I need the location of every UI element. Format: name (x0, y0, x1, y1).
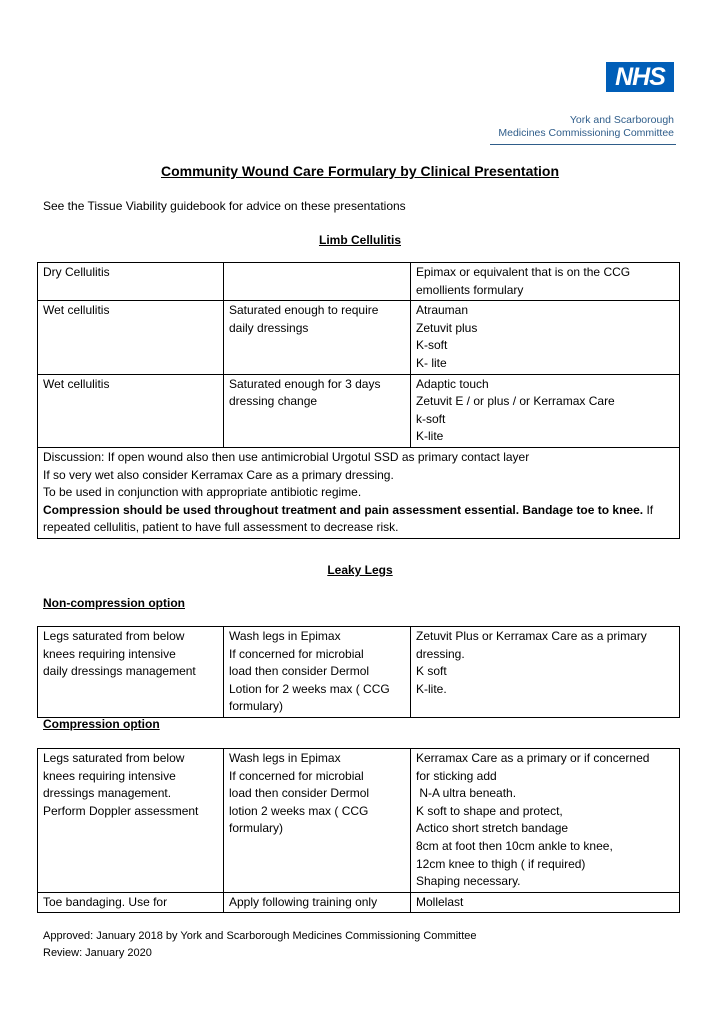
cell-text: lotion 2 weeks max ( CCG (229, 803, 369, 818)
cell-text: load then consider Dermol (229, 786, 370, 801)
cell-text: Wash legs in Epimax (229, 751, 341, 765)
cell-text: K- lite (416, 355, 447, 370)
cell-text: Adaptic touch (416, 376, 489, 391)
cell-text: K soft to shape and protect, (416, 803, 563, 818)
compression-note-tail: If repeated cellulitis, patient to have full assessment to decrease risk. (43, 502, 654, 535)
footer (43, 928, 477, 962)
discussion-line: If so very wet also consider Kerramax Care as a primary dressing. (43, 467, 394, 482)
cell-text: Shaping necessary. (416, 874, 521, 889)
leaky-legs-heading: Leaky Legs (327, 563, 393, 577)
products-cell (411, 627, 680, 718)
cell-text: If concerned for microbial (229, 646, 364, 661)
cell-text: Wet cellulitis (43, 376, 110, 391)
header-divider (490, 144, 676, 145)
cell-text: Toe bandaging. Use for (43, 894, 168, 909)
non-compression-table (37, 626, 680, 718)
cell-text: formulary) (229, 699, 284, 714)
cell-text: daily dressings (229, 320, 309, 335)
condition-cell (224, 892, 411, 913)
cell-text: Epimax or equivalent that is on the CCG (416, 265, 631, 279)
non-compression-heading: Non-compression option (43, 596, 185, 610)
presentation-cell (38, 749, 224, 893)
cell-text: dressing. (416, 646, 465, 661)
limb-cellulitis-heading: Limb Cellulitis (318, 233, 401, 247)
cell-text: dressings management. (43, 786, 172, 801)
cell-text: N-A ultra beneath. (416, 786, 517, 801)
products-cell (411, 374, 680, 447)
condition-cell (224, 301, 411, 374)
cell-text: Lotion for 2 weeks max ( CCG (229, 681, 390, 696)
compression-table (37, 748, 680, 913)
cell-text: Zetuvit E / or plus / or Kerramax Care (416, 394, 615, 409)
table-row (38, 749, 680, 893)
cell-text: knees requiring intensive (43, 768, 176, 783)
products-cell (411, 263, 680, 301)
cell-text: Actico short stretch bandage (416, 821, 569, 836)
approved-text: Approved: January 2018 by York and Scarborough Medicines Commissioning Committee (43, 930, 477, 942)
cell-text: Saturated enough for 3 days (229, 376, 381, 391)
cell-text: 12cm knee to thigh ( if required) (416, 856, 586, 871)
review-text: Review: January 2020 (43, 947, 152, 959)
cell-text: If concerned for microbial (229, 768, 364, 783)
cell-text: Atrauman (416, 303, 469, 318)
products-cell (411, 892, 680, 913)
table-row (38, 301, 680, 374)
table-row (38, 892, 680, 913)
products-cell (411, 749, 680, 893)
condition-cell (224, 627, 411, 718)
intro-text: See the Tissue Viability guidebook for advice on these presentations (43, 199, 406, 213)
cell-text: for sticking add (416, 768, 497, 783)
compression-note-bold: Compression should be used throughout treatment and pain assessment essential. Bandage toe to knee. (43, 502, 644, 517)
cell-text: K-lite (416, 429, 444, 444)
discussion-row (38, 447, 680, 538)
presentation-cell (38, 263, 224, 301)
cell-text: Zetuvit plus (416, 320, 478, 335)
cell-text: Legs saturated from below (43, 629, 185, 643)
condition-cell (224, 749, 411, 893)
organisation-name (498, 114, 674, 140)
cell-text: k-soft (416, 411, 446, 426)
cell-text: K soft (416, 664, 447, 679)
cell-text: Saturated enough to require (229, 303, 379, 318)
page-title: Community Wound Care Formulary by Clinical Presentation (160, 163, 560, 179)
presentation-cell (38, 892, 224, 913)
discussion-line: To be used in conjunction with appropriate antibiotic regime. (43, 485, 362, 500)
products-cell (411, 301, 680, 374)
discussion-line: Discussion: If open wound also then use antimicrobial Urgotul SSD as primary contact layer (43, 449, 530, 464)
condition-cell (224, 374, 411, 447)
discussion-cell (38, 447, 680, 538)
cell-text: K-soft (416, 338, 448, 353)
table-row (38, 627, 680, 718)
table-row (38, 374, 680, 447)
cell-text: load then consider Dermol (229, 664, 370, 679)
cell-text: Zetuvit Plus or Kerramax Care as a primary (416, 629, 647, 643)
cell-text: dressing change (229, 394, 318, 409)
cell-text: Apply following training only (229, 894, 378, 909)
org-line-1: York and Scarborough (569, 114, 674, 126)
table-row (38, 263, 680, 301)
presentation-cell (38, 374, 224, 447)
presentation-cell (38, 301, 224, 374)
cell-text: Wet cellulitis (43, 303, 110, 318)
cell-text: Legs saturated from below (43, 751, 185, 765)
cell-text: emollients formulary (416, 282, 524, 297)
cell-text: daily dressings management (43, 664, 196, 679)
cell-text: Kerramax Care as a primary or if concerned (416, 751, 650, 765)
cell-text: Wash legs in Epimax (229, 629, 341, 643)
compression-heading: Compression option (43, 717, 160, 731)
compression-note (43, 503, 653, 535)
nhs-logo: NHS (606, 62, 674, 92)
cell-text: Perform Doppler assessment (43, 803, 199, 818)
cell-text: formulary) (229, 821, 284, 836)
cell-text: Mollelast (416, 894, 464, 909)
presentation-cell (38, 627, 224, 718)
limb-cellulitis-table (37, 262, 680, 539)
cell-text: Dry Cellulitis (43, 265, 110, 279)
org-line-2: Medicines Commissioning Committee (498, 127, 674, 139)
condition-cell (224, 263, 411, 301)
cell-text: 8cm at foot then 10cm ankle to knee, (416, 838, 613, 853)
cell-text: knees requiring intensive (43, 646, 176, 661)
cell-text: K-lite. (416, 681, 447, 696)
